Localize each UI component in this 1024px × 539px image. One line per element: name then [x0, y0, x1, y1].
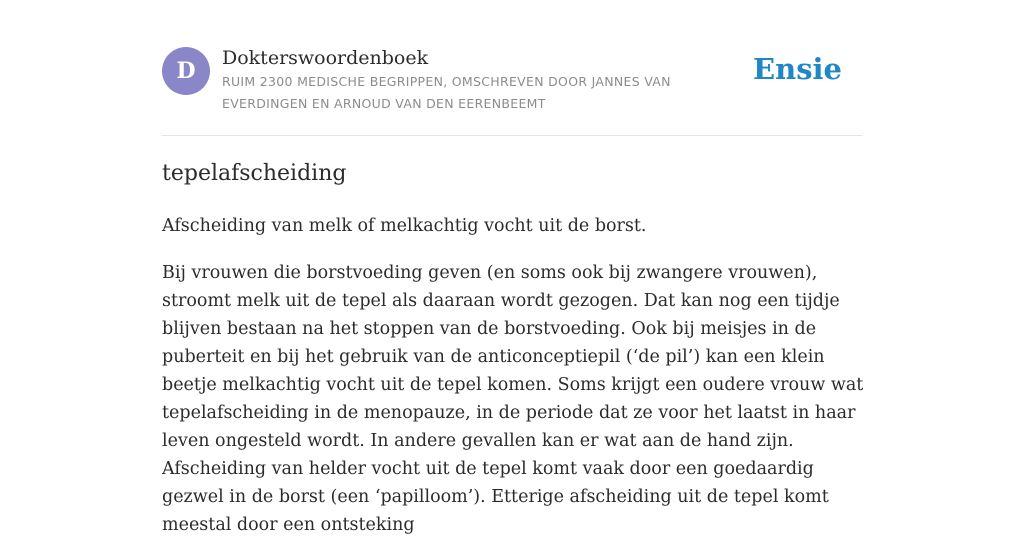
site-title[interactable]: Dokterswoordenboek [222, 47, 429, 69]
main-content [162, 0, 864, 535]
site-header [162, 0, 862, 136]
avatar[interactable]: D [162, 47, 210, 95]
entry-definition: Afscheiding van melk of melkachtig vocht uit de borst. [162, 216, 647, 236]
entry-body: Bij vrouwen die borstvoeding geven (en soms ook bij zwangere vrouwen), stroomt melk uit de tepel als daaraan wordt gezogen. Dat kan nog een tijdje blijven bestaan na het stoppen van de borstvoeding. Ook bij meisjes in de puberteit en bij het gebruik van de anticonceptiepil (‘de pil’) kan een klein beetje melkachtig vocht uit de tepel komen. Soms krijgt een oudere vrouw wat tepelafscheiding in de menopauze, in de periode dat ze voor het laatst in haar leven ongesteld wordt. In andere gevallen kan er wat aan de hand zijn. Afscheiding van helder vocht uit de tepel komt vaak door een goedaardig gezwel in de borst (een ‘papilloom’). Etterige afscheiding uit de tepel komt meestal door een ontsteking [162, 263, 864, 535]
ensie-logo[interactable]: Ensie [753, 52, 842, 86]
entry-title: tepelafscheiding [162, 161, 347, 186]
site-subtitle: RUIM 2300 MEDISCHE BEGRIPPEN, OMSCHREVEN DOOR JANNES VAN EVERDINGEN EN ARNOUD VAN DEN EERENBEEMT [222, 74, 671, 111]
